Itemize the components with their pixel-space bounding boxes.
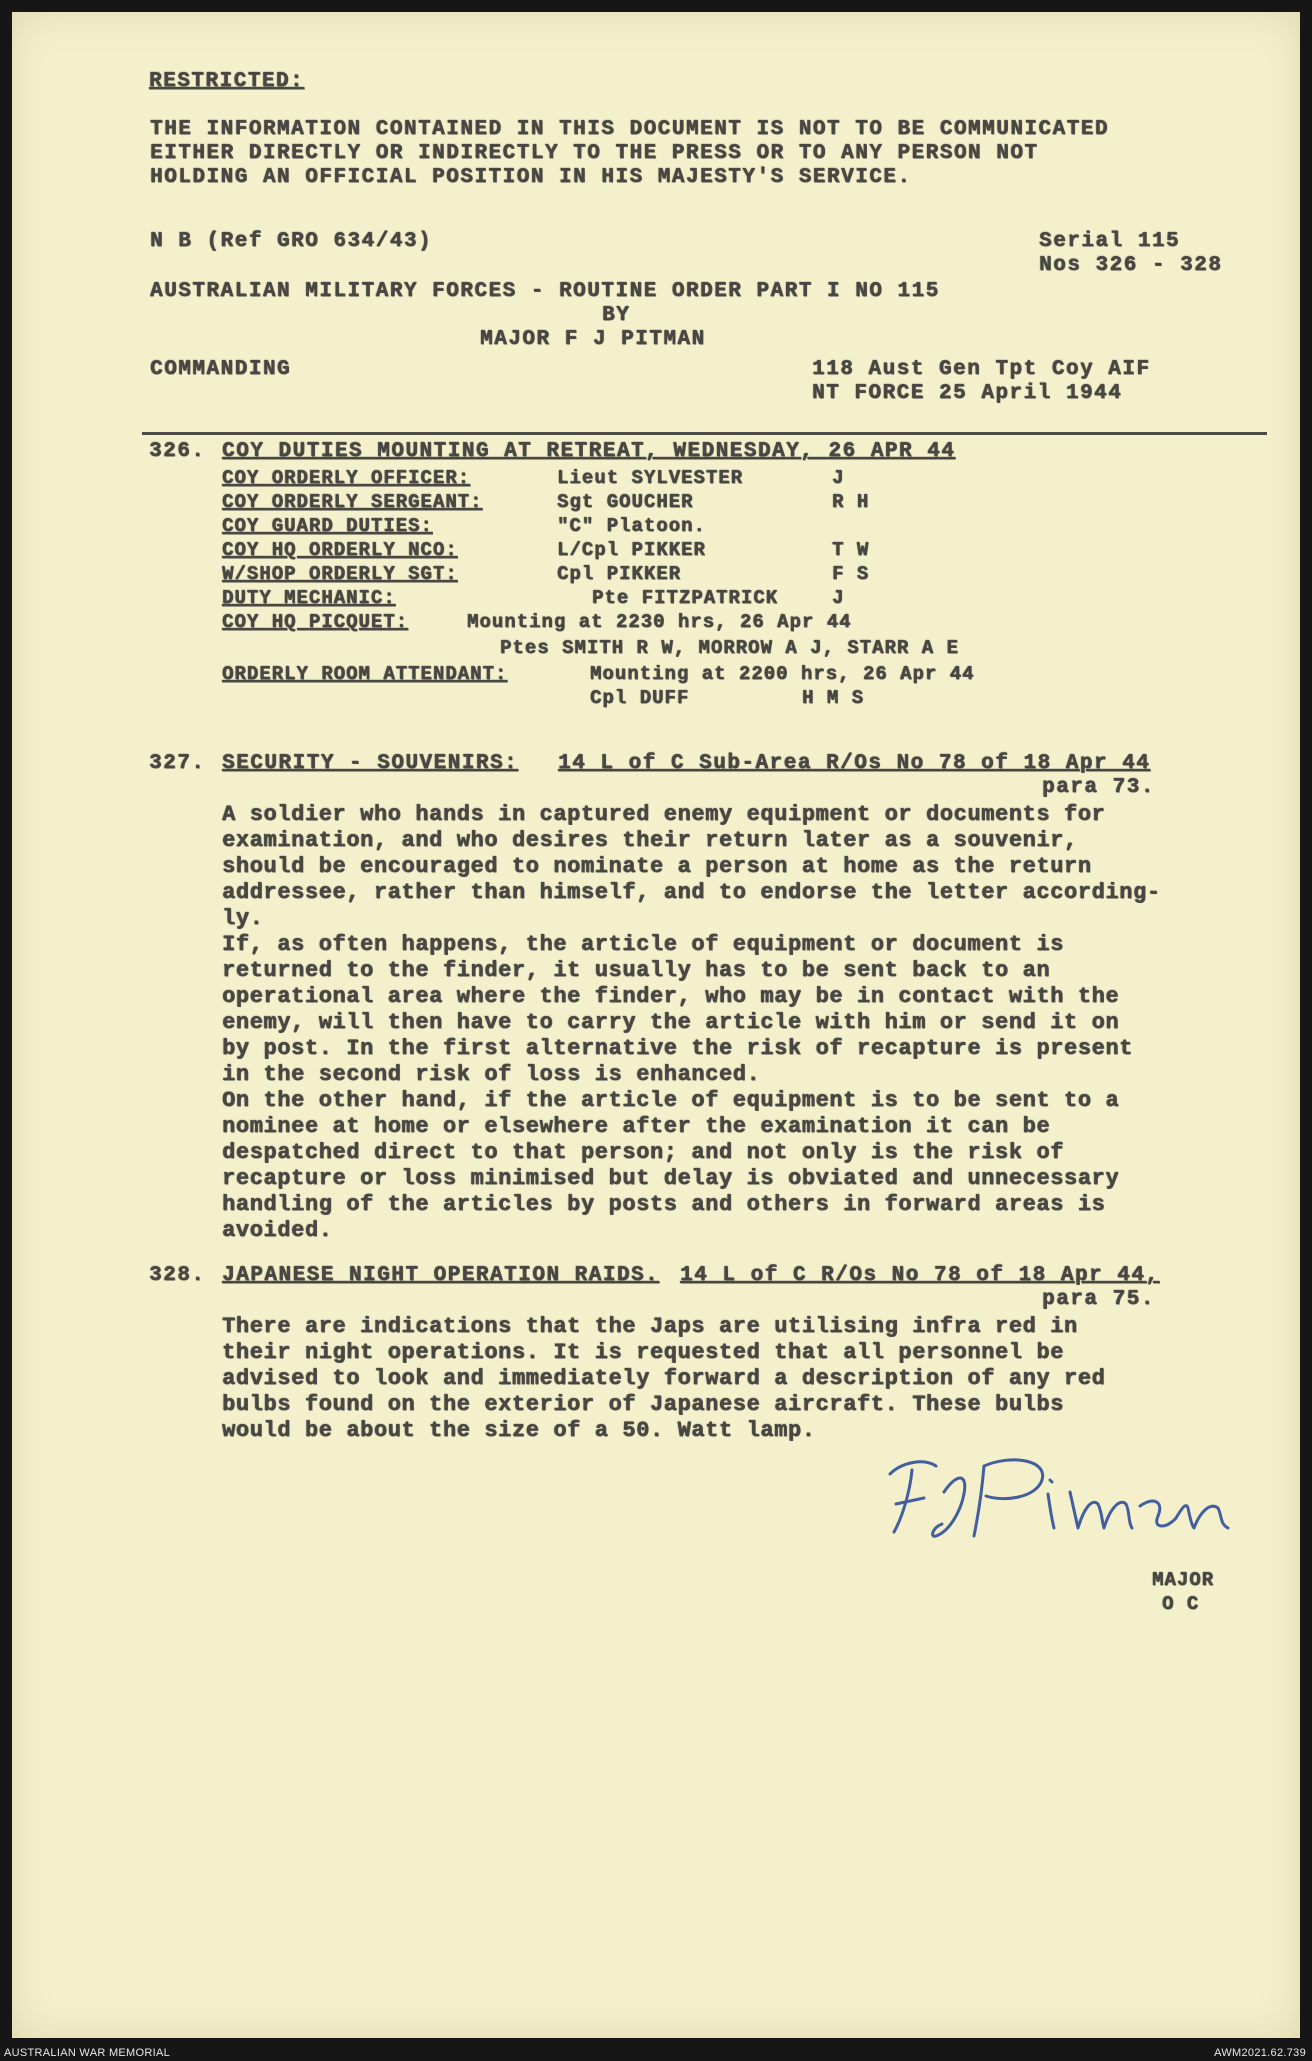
duty-role: COY ORDERLY SERGEANT: (222, 491, 483, 513)
duty-role: DUTY MECHANIC: (222, 587, 396, 609)
notice-line-3: HOLDING AN OFFICIAL POSITION IN HIS MAJESTY'S SERVICE. (150, 166, 912, 189)
serial-number: Serial 115 (1039, 230, 1181, 253)
paragraph-line: despatched direct to that person; and not only is the risk of (222, 1140, 1064, 1165)
paragraph-line: should be encouraged to nominate a person at home as the return (222, 854, 1092, 879)
paragraph-line: by post. In the first alternative the risk of recapture is present (222, 1036, 1133, 1061)
force-date: NT FORCE 25 April 1944 (812, 382, 1123, 405)
duty-role: W/SHOP ORDERLY SGT: (222, 563, 458, 585)
order-327-number: 327. (149, 752, 206, 775)
paragraph-line: avoided. (222, 1218, 333, 1243)
by-label: BY (602, 304, 631, 327)
document-page (12, 12, 1300, 2038)
duty-role: COY HQ ORDERLY NCO: (222, 539, 458, 561)
duty-person: Sgt GOUCHER (557, 491, 694, 513)
orderly-room-name: Cpl DUFF (590, 687, 690, 709)
order-327-reference: 14 L of C Sub-Area R/Os No 78 of 18 Apr 44 (558, 752, 1151, 775)
footer-accession-number: AWM2021.62.739 (1214, 2047, 1306, 2059)
orderly-room-role: ORDERLY ROOM ATTENDANT: (222, 663, 508, 685)
reference-number: N B (Ref GRO 634/43) (150, 230, 433, 253)
notice-line-2: EITHER DIRECTLY OR INDIRECTLY TO THE PRESS OR TO ANY PERSON NOT (150, 142, 1039, 165)
paragraph-line: their night operations. It is requested that all personnel be (222, 1340, 1064, 1365)
footer-credit: AUSTRALIAN WAR MEMORIAL (4, 2047, 171, 2059)
order-326-number: 326. (149, 440, 206, 463)
orderly-room-initials: H M S (802, 687, 865, 709)
paragraph-line: recapture or loss minimised but delay is obviated and unnecessary (222, 1166, 1120, 1191)
duty-initials: F S (832, 563, 870, 585)
paragraph-line: handling of the articles by posts and others in forward areas is (222, 1192, 1106, 1217)
order-327-heading: SECURITY - SOUVENIRS: (222, 752, 519, 775)
commanding-label: COMMANDING (150, 358, 292, 381)
duty-person: Lieut SYLVESTER (557, 467, 744, 489)
picquet-names: Ptes SMITH R W, MORROW A J, STARR A E (500, 637, 959, 659)
paragraph-line: nominee at home or elsewhere after the examination it can be (222, 1114, 1051, 1139)
duty-role: COY GUARD DUTIES: (222, 515, 433, 537)
paragraph-line: If, as often happens, the article of equipment or document is (222, 932, 1064, 957)
handwritten-signature (872, 1432, 1242, 1562)
order-327-para: para 73. (1042, 776, 1155, 799)
officer-name: MAJOR F J PITMAN (480, 328, 706, 351)
paragraph-line: On the other hand, if the article of equipment is to be sent to a (222, 1088, 1120, 1113)
order-328-para: para 75. (1042, 1288, 1155, 1311)
order-328-number: 328. (149, 1264, 206, 1287)
duty-initials: J (832, 587, 845, 609)
paragraph-line: enemy, will then have to carry the article with him or send it on (222, 1010, 1120, 1035)
duty-person: "C" Platoon. (557, 515, 706, 537)
paragraph-line: addressee, rather than himself, and to endorse the letter according- (222, 880, 1161, 905)
picquet-role: COY HQ PICQUET: (222, 611, 409, 633)
paragraph-line: in the second risk of loss is enhanced. (222, 1062, 761, 1087)
duty-role: COY ORDERLY OFFICER: (222, 467, 471, 489)
paragraph-line: operational area where the finder, who may be in contact with the (222, 984, 1120, 1009)
duty-initials: R H (832, 491, 870, 513)
paragraph-line: ly. (222, 906, 264, 931)
paragraph-line: There are indications that the Japs are utilising infra red in (222, 1314, 1078, 1339)
unit-name: 118 Aust Gen Tpt Coy AIF (812, 358, 1151, 381)
paragraph-line: examination, and who desires their return later as a souvenir, (222, 828, 1078, 853)
signatory-title: O C (1162, 1593, 1200, 1615)
orderly-room-mounting: Mounting at 2200 hrs, 26 Apr 44 (590, 663, 975, 685)
order-328-reference: 14 L of C R/Os No 78 of 18 Apr 44, (680, 1264, 1160, 1287)
duty-person: Cpl PIKKER (557, 563, 682, 585)
notice-line-1: THE INFORMATION CONTAINED IN THIS DOCUMENT IS NOT TO BE COMMUNICATED (150, 118, 1109, 141)
paragraph-line: would be about the size of a 50. Watt lamp. (222, 1418, 816, 1443)
paragraph-line: returned to the finder, it usually has to be sent back to an (222, 958, 1051, 983)
duty-initials: T W (832, 539, 870, 561)
order-328-heading: JAPANESE NIGHT OPERATION RAIDS. (222, 1264, 660, 1287)
section-divider (142, 432, 1267, 435)
duty-person: Pte FITZPATRICK (592, 587, 779, 609)
paragraph-line: bulbs found on the exterior of Japanese aircraft. These bulbs (222, 1392, 1064, 1417)
document-title: AUSTRALIAN MILITARY FORCES - ROUTINE ORDER PART I NO 115 (150, 280, 940, 303)
duty-initials: J (832, 467, 845, 489)
paragraph-line: A soldier who hands in captured enemy equipment or documents for (222, 802, 1106, 827)
restricted-label: RESTRICTED: (149, 70, 305, 93)
paragraph-line: advised to look and immediately forward a description of any red (222, 1366, 1106, 1391)
order-numbers: Nos 326 - 328 (1039, 254, 1223, 277)
order-326-heading: COY DUTIES MOUNTING AT RETREAT, WEDNESDAY, 26 APR 44 (222, 440, 956, 463)
picquet-mounting: Mounting at 2230 hrs, 26 Apr 44 (467, 611, 852, 633)
signatory-rank: MAJOR (1152, 1569, 1215, 1591)
duty-person: L/Cpl PIKKER (557, 539, 706, 561)
